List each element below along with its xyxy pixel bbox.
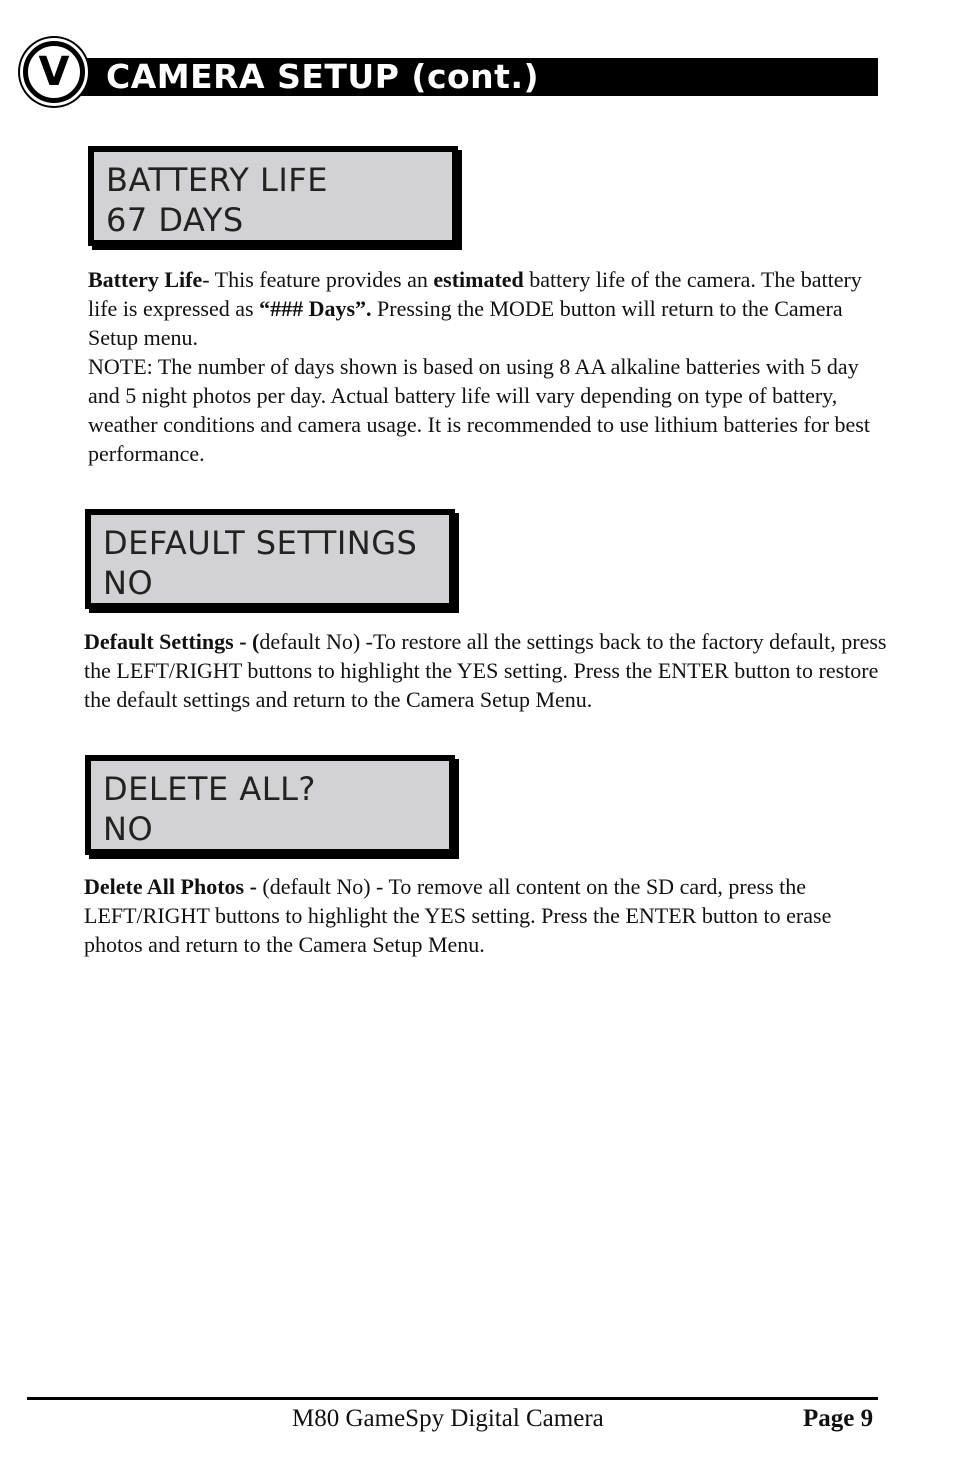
lcd-line-1: DELETE ALL?	[103, 770, 316, 808]
section-header	[20, 36, 880, 116]
lcd-delete-all	[85, 755, 455, 855]
battery-life-paragraph	[88, 265, 888, 352]
bold-text: estimated	[433, 267, 524, 292]
lcd-line-2: NO	[103, 810, 154, 848]
text-run: Pressing the MODE button will return to the Camera Setup menu.	[88, 296, 843, 350]
default-settings-paragraph	[84, 627, 894, 714]
text-run: - This feature provides an	[202, 267, 434, 292]
delete-all-paragraph	[84, 872, 884, 959]
lcd-default-settings	[85, 509, 455, 609]
footer-title: M80 GameSpy Digital Camera	[292, 1405, 604, 1432]
default-settings-description	[84, 627, 894, 714]
footer-rule	[27, 1397, 878, 1400]
section-title: CAMERA SETUP (cont.)	[76, 58, 878, 96]
delete-all-description	[84, 872, 884, 959]
lcd-line-2: NO	[103, 564, 154, 602]
bold-text: Delete All Photos -	[84, 874, 263, 899]
bold-text: Default Settings - (	[84, 629, 260, 654]
lcd-battery-life	[88, 146, 458, 246]
section-numeral: V	[24, 42, 84, 102]
battery-life-description	[88, 265, 888, 468]
battery-life-note: NOTE: The number of days shown is based on using 8 AA alkaline batteries with 5 day and 5 night photos per day. Actual battery life will vary depending on type of battery, weather conditions and camera usage. It is recommended to use lithium batteries for best performance.	[88, 354, 870, 466]
lcd-line-2: 67 DAYS	[106, 201, 244, 239]
text-run: battery life of the camera. The battery life is expressed as	[88, 267, 862, 321]
lcd-line-1: DEFAULT SETTINGS	[103, 524, 418, 562]
section-badge	[20, 38, 88, 106]
lcd-line-1: BATTERY LIFE	[106, 161, 328, 199]
text-run: (default No) - To remove all content on the SD card, press the LEFT/RIGHT buttons to highlight the YES setting. Press the ENTER button to erase photos and return to the Camera Setup Menu.	[84, 874, 832, 957]
page-number: Page 9	[803, 1405, 874, 1432]
bold-text: “### Days”.	[259, 296, 372, 321]
text-run: default No) -To restore all the settings back to the factory default, press the LEFT/RIGHT buttons to highlight the YES setting. Press the ENTER button to restore the default settings and return to the Camera Setup Menu.	[84, 629, 887, 712]
bold-text: Battery Life	[88, 267, 203, 292]
